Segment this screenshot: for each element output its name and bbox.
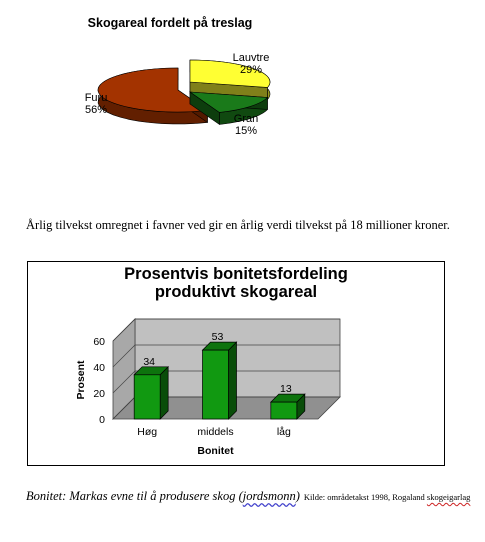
body-paragraph: Årlig tilvekst omregnet i favner ved gir en årlig verdi tilvekst på 18 millioner kroner. xyxy=(26,218,450,232)
bar-data-label: 13 xyxy=(279,383,292,396)
y-axis-label: Prosent xyxy=(75,360,87,400)
pie-label-gran-value: 15% xyxy=(234,125,258,137)
x-tick-label: middels xyxy=(197,426,234,438)
bar xyxy=(271,402,297,419)
bar-data-label: 34 xyxy=(143,355,156,368)
y-tick-label: 40 xyxy=(93,362,105,374)
pie-label-furu-value: 56% xyxy=(84,104,108,116)
pie-label-lauvtre-value: 29% xyxy=(239,64,263,76)
pie-label-furu-name: Furu xyxy=(84,92,108,104)
x-tick-label: låg xyxy=(276,426,291,438)
bar-side xyxy=(229,342,237,419)
x-axis-label: Bonitet xyxy=(197,445,234,457)
pie-chart-title: Skogareal fordelt på treslag xyxy=(87,16,253,30)
x-tick-label: Høg xyxy=(137,426,158,438)
y-tick-label: 0 xyxy=(99,414,105,426)
y-tick-label: 60 xyxy=(93,336,105,348)
caption-text-before: Bonitet: Markas evne til å produsere skog ( xyxy=(26,489,243,503)
caption-definition xyxy=(26,489,300,503)
caption-source-text: Kilde: områdetakst 1998, Rogaland xyxy=(303,492,427,502)
bar-data-label: 53 xyxy=(211,331,224,344)
bar xyxy=(134,375,160,419)
bar-chart-title-line1: Prosentvis bonitetsfordeling xyxy=(124,265,348,283)
pie-label-lauvtre-name: Lauvtre xyxy=(232,52,270,64)
bar-side xyxy=(160,367,168,419)
caption xyxy=(26,487,485,505)
caption-source xyxy=(304,492,470,502)
caption-underlined-word: jordsmonn xyxy=(242,489,296,503)
pie-label-gran-name: Gran xyxy=(233,113,259,125)
caption-source-last-word: skogeigarlag xyxy=(426,492,471,502)
bar xyxy=(203,350,229,419)
caption-text-after: ) xyxy=(295,489,300,503)
y-tick-label: 20 xyxy=(93,388,105,400)
bar-chart-title-line2: produktivt skogareal xyxy=(154,283,318,301)
